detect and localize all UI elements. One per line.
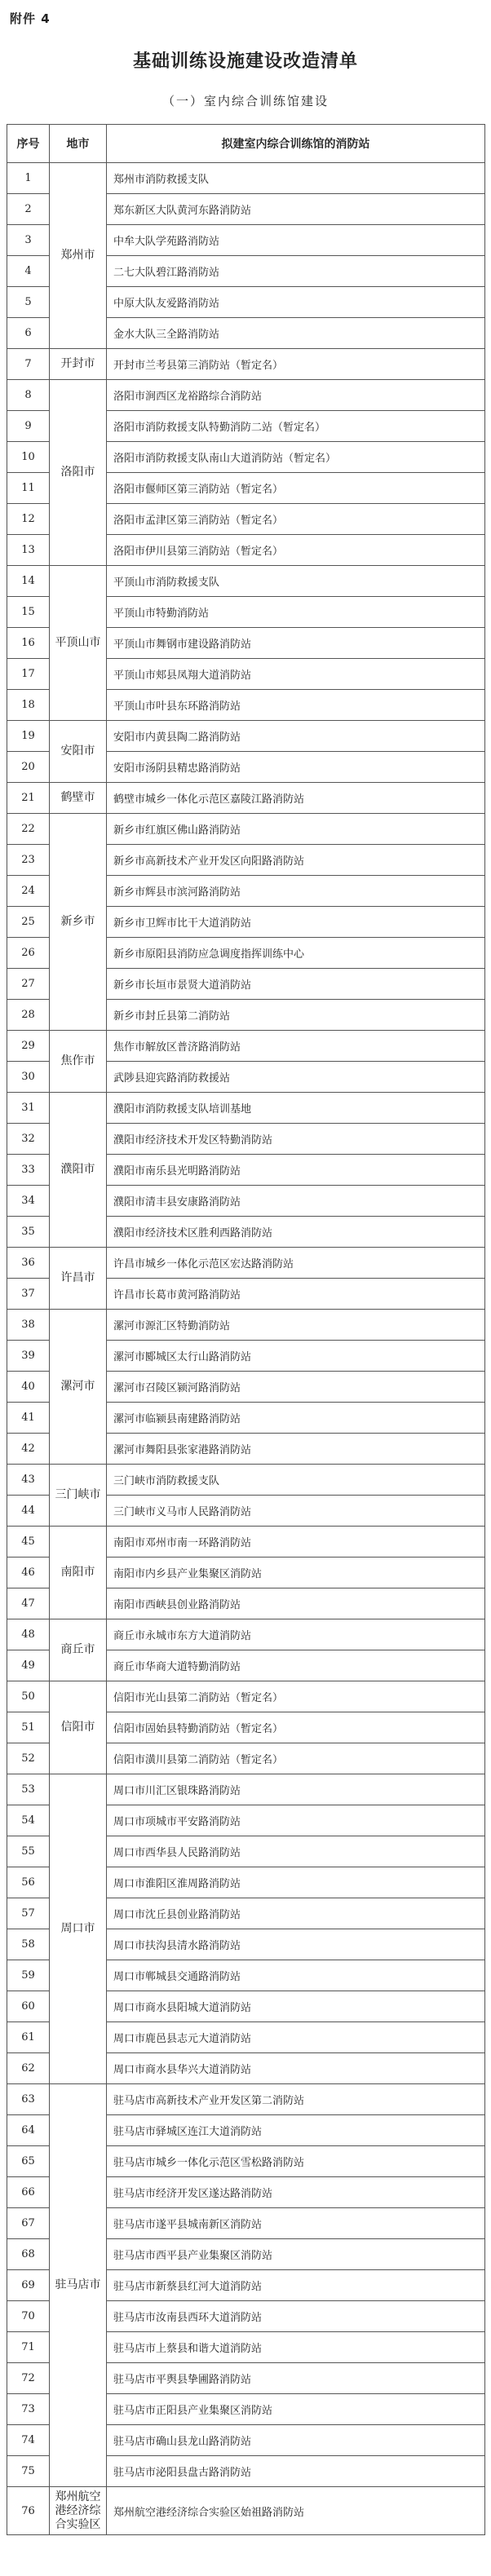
row-number: 2	[7, 194, 50, 225]
city-cell	[50, 1248, 107, 1310]
station-name: 漯河市舞阳县张家港路消防站	[107, 1434, 485, 1465]
row-number: 52	[7, 1743, 50, 1774]
station-name: 安阳市汤阴县精忠路消防站	[107, 752, 485, 783]
row-number: 69	[7, 2270, 50, 2301]
row-number: 12	[7, 504, 50, 535]
station-name: 濮阳市清丰县安康路消防站	[107, 1186, 485, 1217]
row-number: 31	[7, 1093, 50, 1124]
city-name: 商丘市	[60, 1643, 95, 1656]
header-no: 序号	[7, 125, 50, 163]
station-name: 南阳市西峡县创业路消防站	[107, 1588, 485, 1619]
row-number: 40	[7, 1372, 50, 1403]
row-number: 46	[7, 1558, 50, 1588]
city-cell	[50, 163, 107, 349]
city-name: 周口市	[60, 1922, 95, 1935]
row-number: 73	[7, 2394, 50, 2425]
station-name: 驻马店市正阳县产业集聚区消防站	[107, 2394, 485, 2425]
row-number: 24	[7, 876, 50, 907]
station-name: 濮阳市南乐县光明路消防站	[107, 1155, 485, 1186]
city-name: 新乡市	[60, 915, 95, 928]
city-name: 濮阳市	[60, 1163, 95, 1176]
table-row	[7, 1619, 485, 1650]
row-number: 34	[7, 1186, 50, 1217]
row-number: 17	[7, 659, 50, 690]
row-number: 38	[7, 1310, 50, 1341]
city-name: 信阳市	[60, 1721, 95, 1734]
row-number: 19	[7, 721, 50, 752]
station-name: 信阳市潢川县第二消防站（暂定名）	[107, 1743, 485, 1774]
station-name: 鹤壁市城乡一体化示范区嘉陵江路消防站	[107, 783, 485, 814]
row-number: 58	[7, 1929, 50, 1960]
table-row	[7, 783, 485, 814]
station-name: 驻马店市遂平县城南新区消防站	[107, 2208, 485, 2239]
table-row	[7, 1093, 485, 1124]
city-name: 焦作市	[60, 1054, 95, 1067]
row-number: 15	[7, 597, 50, 628]
table-row	[7, 1774, 485, 1805]
city-cell	[50, 380, 107, 566]
station-name: 开封市兰考县第三消防站（暂定名）	[107, 349, 485, 380]
station-name: 濮阳市经济技术开发区特勤消防站	[107, 1124, 485, 1155]
row-number: 70	[7, 2301, 50, 2332]
row-number: 1	[7, 163, 50, 194]
row-number: 4	[7, 256, 50, 287]
table-row	[7, 814, 485, 845]
city-name: 驻马店市	[55, 2278, 101, 2291]
row-number: 60	[7, 1991, 50, 2022]
city-cell	[50, 1310, 107, 1465]
row-number: 74	[7, 2425, 50, 2456]
city-name: 郑州航空港经济综合实验区	[55, 2490, 101, 2531]
station-name: 驻马店市上蔡县和谐大道消防站	[107, 2332, 485, 2363]
row-number: 20	[7, 752, 50, 783]
city-cell	[50, 1093, 107, 1248]
row-number: 35	[7, 1217, 50, 1248]
station-name: 安阳市内黄县陶二路消防站	[107, 721, 485, 752]
station-name: 焦作市解放区普济路消防站	[107, 1031, 485, 1062]
row-number: 45	[7, 1527, 50, 1558]
station-name: 商丘市永城市东方大道消防站	[107, 1619, 485, 1650]
station-name: 新乡市原阳县消防应急调度指挥训练中心	[107, 938, 485, 969]
city-name: 安阳市	[60, 745, 95, 758]
station-name: 郑州市消防救援支队	[107, 163, 485, 194]
row-number: 30	[7, 1062, 50, 1093]
row-number: 41	[7, 1403, 50, 1434]
row-number: 14	[7, 566, 50, 597]
city-cell	[50, 814, 107, 1031]
station-name: 周口市扶沟县清水路消防站	[107, 1929, 485, 1960]
row-number: 3	[7, 225, 50, 256]
station-name: 驻马店市城乡一体化示范区雪松路消防站	[107, 2146, 485, 2177]
station-name: 驻马店市平舆县挚圃路消防站	[107, 2363, 485, 2394]
station-name: 武陟县迎宾路消防救援站	[107, 1062, 485, 1093]
row-number: 54	[7, 1805, 50, 1836]
station-name: 中牟大队学苑路消防站	[107, 225, 485, 256]
row-number: 9	[7, 411, 50, 442]
station-name: 驻马店市汝南县西环大道消防站	[107, 2301, 485, 2332]
row-number: 27	[7, 969, 50, 1000]
station-name: 漯河市临颍县南建路消防站	[107, 1403, 485, 1434]
station-name: 新乡市红旗区佛山路消防站	[107, 814, 485, 845]
row-number: 66	[7, 2177, 50, 2208]
row-number: 42	[7, 1434, 50, 1465]
document-title: 基础训练设施建设改造清单	[132, 51, 358, 72]
city-name: 平顶山市	[55, 636, 101, 649]
station-name: 三门峡市消防救援支队	[107, 1465, 485, 1496]
station-name: 洛阳市消防救援支队南山大道消防站（暂定名）	[107, 442, 485, 473]
table-row	[7, 1681, 485, 1712]
city-name: 许昌市	[60, 1271, 95, 1284]
header-city: 地市	[50, 125, 107, 163]
row-number: 25	[7, 907, 50, 938]
station-name: 南阳市邓州市南一环路消防站	[107, 1527, 485, 1558]
station-name: 驻马店市泌阳县盘古路消防站	[107, 2456, 485, 2487]
station-name: 新乡市卫辉市比干大道消防站	[107, 907, 485, 938]
row-number: 62	[7, 2053, 50, 2084]
city-cell	[50, 566, 107, 721]
city-cell	[50, 2487, 107, 2535]
row-number: 65	[7, 2146, 50, 2177]
row-number: 10	[7, 442, 50, 473]
row-number: 51	[7, 1712, 50, 1743]
table-body	[7, 163, 485, 2535]
city-cell	[50, 349, 107, 380]
city-name: 郑州市	[60, 249, 95, 262]
station-name: 许昌市长葛市黄河路消防站	[107, 1279, 485, 1310]
station-list-table	[7, 124, 485, 2535]
station-name: 平顶山市郏县凤翔大道消防站	[107, 659, 485, 690]
station-name: 周口市淮阳区淮周路消防站	[107, 1867, 485, 1898]
row-number: 23	[7, 845, 50, 876]
row-number: 13	[7, 535, 50, 566]
row-number: 49	[7, 1650, 50, 1681]
city-name: 洛阳市	[60, 466, 95, 479]
row-number: 36	[7, 1248, 50, 1279]
row-number: 56	[7, 1867, 50, 1898]
row-number: 57	[7, 1898, 50, 1929]
row-number: 59	[7, 1960, 50, 1991]
table-row	[7, 2084, 485, 2115]
station-name: 郑州航空港经济综合实验区始祖路消防站	[107, 2487, 485, 2535]
station-name: 平顶山市叶县东环路消防站	[107, 690, 485, 721]
row-number: 33	[7, 1155, 50, 1186]
row-number: 5	[7, 287, 50, 318]
city-name: 鹤壁市	[60, 791, 95, 804]
city-cell	[50, 1465, 107, 1527]
station-name: 信阳市固始县特勤消防站（暂定名）	[107, 1712, 485, 1743]
station-name: 驻马店市经济开发区遂达路消防站	[107, 2177, 485, 2208]
table-row	[7, 566, 485, 597]
row-number: 50	[7, 1681, 50, 1712]
city-cell	[50, 783, 107, 814]
station-name: 驻马店市西平县产业集聚区消防站	[107, 2239, 485, 2270]
station-name: 周口市西华县人民路消防站	[107, 1836, 485, 1867]
station-name: 驻马店市驿城区连江大道消防站	[107, 2115, 485, 2146]
row-number: 75	[7, 2456, 50, 2487]
station-name: 周口市鹿邑县志元大道消防站	[107, 2022, 485, 2053]
station-name: 新乡市辉县市滨河路消防站	[107, 876, 485, 907]
station-name: 中原大队友爱路消防站	[107, 287, 485, 318]
station-name: 商丘市华商大道特勤消防站	[107, 1650, 485, 1681]
station-name: 平顶山市消防救援支队	[107, 566, 485, 597]
station-name: 驻马店市确山县龙山路消防站	[107, 2425, 485, 2456]
row-number: 22	[7, 814, 50, 845]
row-number: 37	[7, 1279, 50, 1310]
station-name: 新乡市长垣市景贤大道消防站	[107, 969, 485, 1000]
city-name: 三门峡市	[55, 1488, 101, 1501]
station-name: 洛阳市伊川县第三消防站（暂定名）	[107, 535, 485, 566]
city-cell	[50, 1681, 107, 1774]
table-header-row	[7, 125, 485, 163]
city-cell	[50, 1774, 107, 2084]
row-number: 47	[7, 1588, 50, 1619]
station-name: 许昌市城乡一体化示范区宏达路消防站	[107, 1248, 485, 1279]
station-name: 驻马店市新蔡县红河大道消防站	[107, 2270, 485, 2301]
row-number: 76	[7, 2487, 50, 2535]
table-row	[7, 1310, 485, 1341]
table-row	[7, 349, 485, 380]
row-number: 29	[7, 1031, 50, 1062]
station-name: 濮阳市消防救援支队培训基地	[107, 1093, 485, 1124]
row-number: 48	[7, 1619, 50, 1650]
station-name: 新乡市高新技术产业开发区向阳路消防站	[107, 845, 485, 876]
city-cell	[50, 1031, 107, 1093]
row-number: 8	[7, 380, 50, 411]
station-name: 周口市商水县阳城大道消防站	[107, 1991, 485, 2022]
row-number: 11	[7, 473, 50, 504]
station-name: 周口市川汇区银珠路消防站	[107, 1774, 485, 1805]
row-number: 18	[7, 690, 50, 721]
table-row	[7, 2487, 485, 2535]
row-number: 7	[7, 349, 50, 380]
annex-label: 附件 4	[10, 11, 51, 26]
station-name: 金水大队三全路消防站	[107, 318, 485, 349]
station-name: 洛阳市偃师区第三消防站（暂定名）	[107, 473, 485, 504]
row-number: 55	[7, 1836, 50, 1867]
table-row	[7, 1527, 485, 1558]
station-name: 郑东新区大队黄河东路消防站	[107, 194, 485, 225]
station-name: 信阳市光山县第二消防站（暂定名）	[107, 1681, 485, 1712]
row-number: 67	[7, 2208, 50, 2239]
city-cell	[50, 721, 107, 783]
city-cell	[50, 1619, 107, 1681]
row-number: 32	[7, 1124, 50, 1155]
city-name: 南阳市	[60, 1566, 95, 1579]
row-number: 44	[7, 1496, 50, 1527]
row-number: 26	[7, 938, 50, 969]
city-name: 开封市	[60, 357, 95, 370]
row-number: 16	[7, 628, 50, 659]
station-name: 二七大队碧江路消防站	[107, 256, 485, 287]
station-name: 周口市郸城县交通路消防站	[107, 1960, 485, 1991]
station-name: 三门峡市义马市人民路消防站	[107, 1496, 485, 1527]
city-cell	[50, 2084, 107, 2487]
station-name: 平顶山市舞钢市建设路消防站	[107, 628, 485, 659]
station-name: 濮阳市经济技术区胜利西路消防站	[107, 1217, 485, 1248]
row-number: 68	[7, 2239, 50, 2270]
station-name: 洛阳市消防救援支队特勤消防二站（暂定名）	[107, 411, 485, 442]
table-row	[7, 1248, 485, 1279]
row-number: 53	[7, 1774, 50, 1805]
table-row	[7, 380, 485, 411]
row-number: 61	[7, 2022, 50, 2053]
station-name: 平顶山市特勤消防站	[107, 597, 485, 628]
station-name: 洛阳市孟津区第三消防站（暂定名）	[107, 504, 485, 535]
station-name: 漯河市召陵区颍河路消防站	[107, 1372, 485, 1403]
station-name: 驻马店市高新技术产业开发区第二消防站	[107, 2084, 485, 2115]
station-name: 周口市商水县华兴大道消防站	[107, 2053, 485, 2084]
station-name: 洛阳市涧西区龙裕路综合消防站	[107, 380, 485, 411]
row-number: 64	[7, 2115, 50, 2146]
row-number: 39	[7, 1341, 50, 1372]
section-subtitle: （一）室内综合训练馆建设	[161, 94, 329, 108]
station-name: 周口市沈丘县创业路消防站	[107, 1898, 485, 1929]
header-station: 拟建室内综合训练馆的消防站	[107, 125, 485, 163]
station-name: 新乡市封丘县第二消防站	[107, 1000, 485, 1031]
row-number: 21	[7, 783, 50, 814]
table-row	[7, 1031, 485, 1062]
city-cell	[50, 1527, 107, 1619]
table-row	[7, 163, 485, 194]
table-row	[7, 721, 485, 752]
row-number: 43	[7, 1465, 50, 1496]
row-number: 72	[7, 2363, 50, 2394]
row-number: 28	[7, 1000, 50, 1031]
row-number: 63	[7, 2084, 50, 2115]
station-name: 漯河市郾城区太行山路消防站	[107, 1341, 485, 1372]
row-number: 71	[7, 2332, 50, 2363]
table-row	[7, 1465, 485, 1496]
station-name: 漯河市源汇区特勤消防站	[107, 1310, 485, 1341]
station-name: 南阳市内乡县产业集聚区消防站	[107, 1558, 485, 1588]
row-number: 6	[7, 318, 50, 349]
station-name: 周口市项城市平安路消防站	[107, 1805, 485, 1836]
city-name: 漯河市	[60, 1380, 95, 1393]
